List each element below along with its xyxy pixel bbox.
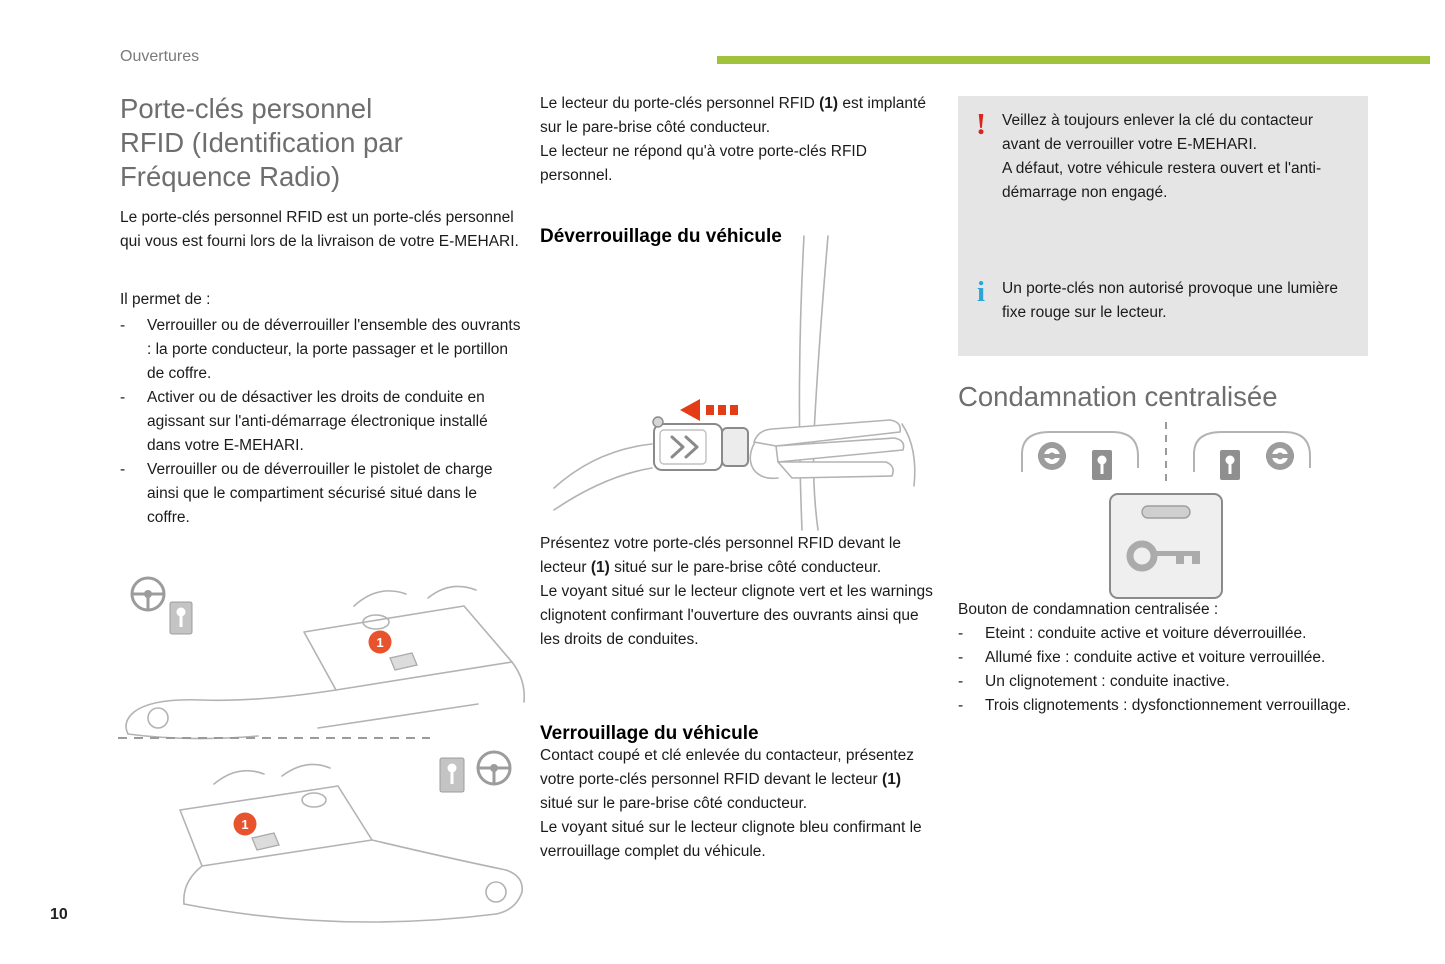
lock-description — [540, 744, 930, 864]
steering-wheel-icon — [1266, 442, 1294, 470]
page-title-line: Porte-clés personnel — [120, 93, 373, 124]
list-item-text: Verrouiller ou de déverrouiller le pistolet de charge ainsi que le compartiment sécurisé situé dans le coffre. — [147, 461, 493, 526]
steering-wheel-icon — [132, 578, 164, 610]
list-item-text: Allumé fixe : conduite active et voiture verrouillée. — [985, 649, 1326, 666]
marker-1-top — [369, 631, 392, 654]
key-tag-icon-rhd — [440, 758, 464, 792]
steering-wheel-icon — [1038, 442, 1066, 470]
text-part: Le lecteur ne répond qu'à votre porte-clés RFID personnel. — [540, 143, 867, 184]
heading-unlock: Déverrouillage du véhicule — [540, 225, 782, 247]
list-item-text: Trois clignotements : dysfonctionnement verrouillage. — [985, 697, 1351, 714]
text-part: situé sur le pare-brise côté conducteur. — [540, 795, 808, 812]
reader-shape-bottom — [252, 833, 279, 850]
central-locking-description — [958, 598, 1356, 718]
page-number: 10 — [50, 906, 68, 923]
list-item — [120, 458, 522, 530]
button-states-list — [958, 622, 1356, 718]
steering-wheel-icon-rhd — [478, 752, 510, 784]
rhd-pod — [1194, 432, 1310, 480]
page-title-line: RFID (Identification par — [120, 127, 403, 158]
warning-icon: ! — [975, 106, 987, 141]
info-box — [958, 264, 1368, 356]
text-part: Contact coupé et clé enlevée du contacteur, présentez votre porte-clés personnel RFID devant le lecteur — [540, 747, 914, 788]
heading-lock: Verrouillage du véhicule — [540, 722, 759, 744]
central-locking-button — [1110, 494, 1222, 598]
windscreen-pillar — [554, 236, 828, 530]
list-item-text: Un clignotement : conduite inactive. — [985, 673, 1230, 690]
rfid-reader-device — [653, 417, 722, 470]
bullet-dash: - — [958, 673, 964, 690]
text-part: Le lecteur du porte-clés personnel RFID — [540, 95, 820, 112]
marker-1-bottom — [234, 813, 257, 836]
warning-text: Veillez à toujours enlever la clé du contacteur avant de verrouiller votre E-MEHARI. A défaut, votre véhicule restera ouvert et l'anti-démarrage non engagé. — [1002, 112, 1322, 201]
arrow-left-icon — [680, 399, 738, 421]
callout-ref: (1) — [819, 95, 839, 112]
text-part: Le voyant situé sur le lecteur clignote vert et les warnings clignotent confirmant l'ouverture des ouvrants ainsi que les droits de conduites. — [540, 583, 933, 648]
car-reader-location-illustration — [118, 562, 532, 958]
bullet-dash: - — [958, 649, 964, 666]
list-item — [120, 314, 522, 386]
list-item — [958, 646, 1356, 670]
key-tag-icon — [1220, 450, 1240, 480]
bullet-dash: - — [120, 461, 126, 478]
info-text: Un porte-clés non autorisé provoque une lumière fixe rouge sur le lecteur. — [1002, 280, 1339, 321]
central-locking-title: Condamnation centralisée — [958, 381, 1278, 413]
hand-sketch — [750, 420, 915, 486]
list-intro: Il permet de : — [120, 291, 211, 308]
list-item — [958, 694, 1356, 718]
text-part: est implanté sur le pare-brise côté conducteur. — [540, 95, 926, 136]
bullet-dash: - — [958, 625, 964, 642]
unlock-gesture-illustration — [552, 234, 922, 532]
list-item-text: Activer ou de désactiver les droits de conduite en agissant sur l'anti-démarrage électronique installé dans votre E-MEHARI. — [147, 389, 488, 454]
list-item — [120, 386, 522, 458]
button-intro: Bouton de condamnation centralisée : — [958, 601, 1219, 618]
list-item — [958, 622, 1356, 646]
intro-paragraph: Le porte-clés personnel RFID est un porte-clés personnel qui vous est fourni lors de la livraison de votre E-MEHARI. — [120, 209, 519, 250]
bullet-dash: - — [958, 697, 964, 714]
car-sketch-bottom — [180, 764, 522, 922]
page-title-line: Fréquence Radio) — [120, 161, 341, 192]
key-tag-icon — [1092, 450, 1112, 480]
indicator-slot — [1142, 506, 1190, 518]
text-part: situé sur le pare-brise côté conducteur. — [609, 559, 882, 576]
central-locking-illustration — [1008, 418, 1338, 600]
list-item-text: Eteint : conduite active et voiture déverrouillée. — [985, 625, 1307, 642]
svg-text:1: 1 — [376, 635, 384, 650]
bullet-dash: - — [120, 389, 126, 406]
info-icon: i — [976, 276, 986, 308]
reader-shape-top — [390, 653, 417, 670]
section-label: Ouvertures — [120, 48, 200, 65]
list-item-text: Verrouiller ou de déverrouiller l'ensemble des ouvrants : la porte conducteur, la porte passager et le portillon de coffre. — [147, 317, 521, 382]
feature-list — [120, 314, 522, 530]
list-item — [958, 670, 1356, 694]
callout-ref: (1) — [882, 771, 901, 788]
svg-text:1: 1 — [241, 817, 249, 832]
text-part: Présentez votre porte-clés personnel RFID devant le lecteur — [540, 535, 901, 576]
lhd-pod — [1022, 432, 1138, 480]
page-title — [120, 92, 522, 194]
bullet-dash: - — [120, 317, 126, 334]
callout-ref: (1) — [590, 559, 610, 576]
warning-box — [958, 96, 1368, 270]
text-part: Le voyant situé sur le lecteur clignote bleu confirmant le verrouillage complet du véhicule. — [540, 819, 922, 860]
unlock-description — [540, 532, 933, 652]
accent-bar — [717, 56, 1430, 64]
rfid-fob — [722, 428, 748, 466]
reader-description — [540, 92, 930, 188]
key-tag-icon — [170, 602, 192, 634]
